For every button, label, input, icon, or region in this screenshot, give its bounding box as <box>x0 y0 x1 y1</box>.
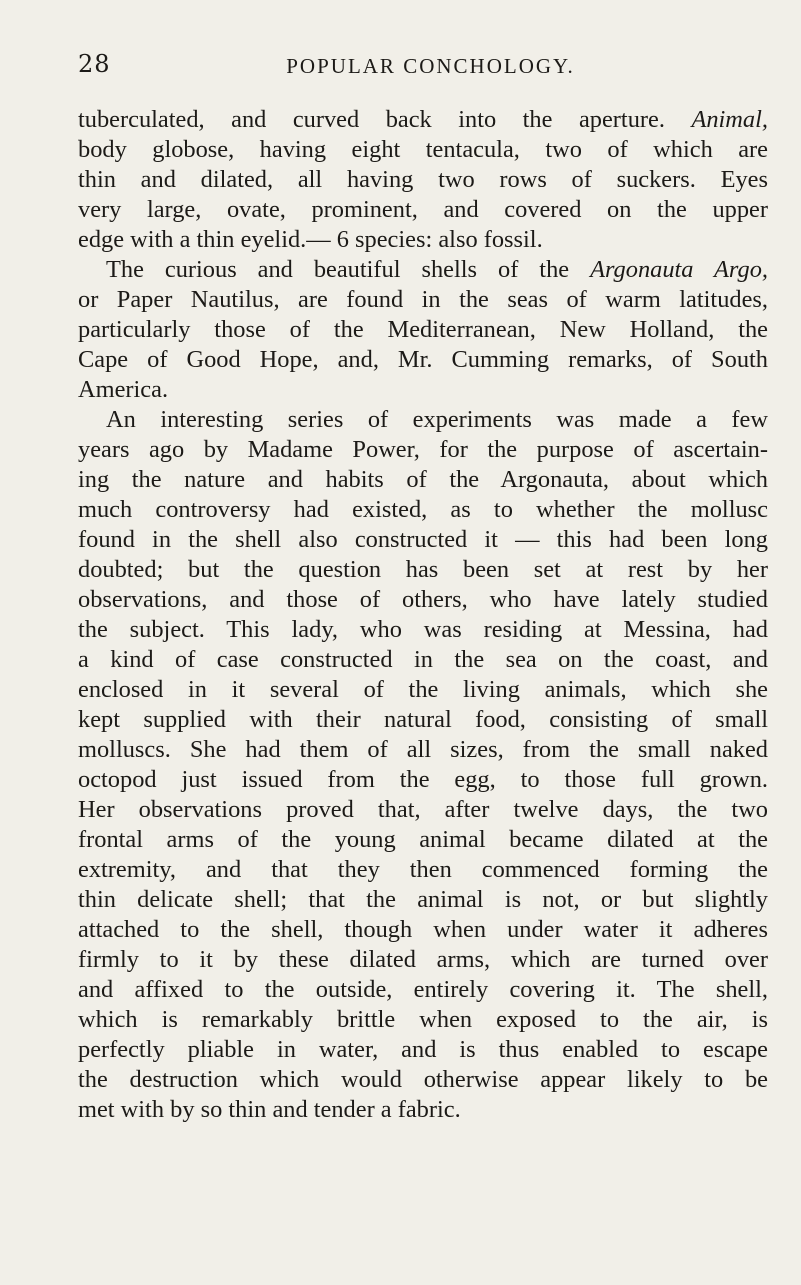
text-line <box>78 975 768 1005</box>
text-line <box>78 855 768 885</box>
text-line <box>78 1035 768 1065</box>
text-line <box>78 945 768 975</box>
text-line <box>78 225 768 255</box>
text-line <box>78 1005 768 1035</box>
text-segment: found in the shell also constructed it — this had been long <box>78 526 768 553</box>
text-line <box>78 195 768 225</box>
body-text <box>78 105 768 1125</box>
text-segment: thin and dilated, all having two rows of suckers. Eyes <box>78 166 768 193</box>
text-line <box>78 885 768 915</box>
text-segment: thin delicate shell; that the animal is not, or but slightly <box>78 886 768 913</box>
text-line <box>78 555 768 585</box>
text-segment: doubted; but the question has been set at rest by her <box>78 556 768 583</box>
text-line <box>78 1095 768 1125</box>
text-line <box>78 375 768 405</box>
text-segment: tuberculated, and curved back into the aperture. <box>78 106 692 133</box>
text-segment: The curious and beautiful shells of the <box>106 256 591 283</box>
running-title: POPULAR CONCHOLOGY. <box>286 54 575 78</box>
text-line <box>78 795 768 825</box>
text-segment: edge with a thin eyelid.— 6 species: also fossil. <box>78 226 543 253</box>
text-segment: much controversy had existed, as to whether the mollusc <box>78 496 768 523</box>
text-segment: body globose, having eight tentacula, two of which are <box>78 136 768 163</box>
text-segment: firmly to it by these dilated arms, which are turned over <box>78 946 768 973</box>
text-line <box>78 135 768 165</box>
text-line <box>78 735 768 765</box>
text-line <box>78 315 768 345</box>
text-segment: or Paper Nautilus, are found in the seas of warm latitudes, <box>78 286 768 313</box>
text-segment: observations, and those of others, who have lately studied <box>78 586 768 613</box>
text-line <box>78 255 768 285</box>
text-line <box>78 465 768 495</box>
text-line <box>78 165 768 195</box>
text-line <box>78 825 768 855</box>
text-line <box>78 1065 768 1095</box>
text-segment: very large, ovate, prominent, and covered on the upper <box>78 196 768 223</box>
text-segment: attached to the shell, though when under water it adheres <box>78 916 768 943</box>
italic-text: Argonauta Argo, <box>590 256 768 283</box>
text-segment: particularly those of the Mediterranean, New Holland, the <box>78 316 768 343</box>
text-segment: frontal arms of the young animal became dilated at the <box>78 826 768 853</box>
italic-text: Animal, <box>691 106 768 133</box>
text-segment: octopod just issued from the egg, to those full grown. <box>78 766 768 793</box>
text-line <box>78 615 768 645</box>
text-segment: Cape of Good Hope, and, Mr. Cumming remarks, of South <box>78 346 768 373</box>
text-line <box>78 705 768 735</box>
text-segment: the subject. This lady, who was residing at Messina, had <box>78 616 768 643</box>
text-line <box>78 585 768 615</box>
text-line <box>78 435 768 465</box>
text-line <box>78 105 768 135</box>
text-segment: perfectly pliable in water, and is thus enabled to escape <box>78 1036 768 1063</box>
text-segment: a kind of case constructed in the sea on the coast, and <box>78 646 768 673</box>
text-segment: Her observations proved that, after twelve days, the two <box>78 796 768 823</box>
text-segment: kept supplied with their natural food, consisting of small <box>78 706 768 733</box>
text-segment: years ago by Madame Power, for the purpose of ascertain- <box>78 436 768 463</box>
running-head <box>78 50 743 80</box>
text-line <box>78 525 768 555</box>
text-line <box>78 405 768 435</box>
text-segment: extremity, and that they then commenced forming the <box>78 856 768 883</box>
text-segment: enclosed in it several of the living animals, which she <box>78 676 768 703</box>
text-segment: the destruction which would otherwise appear likely to be <box>78 1066 768 1093</box>
page-number: 28 <box>78 50 111 78</box>
text-segment: met with by so thin and tender a fabric. <box>78 1096 461 1123</box>
text-segment: An interesting series of experiments was made a few <box>106 406 768 433</box>
text-line <box>78 765 768 795</box>
text-line <box>78 345 768 375</box>
text-segment: ing the nature and habits of the Argonauta, about which <box>78 466 768 493</box>
text-segment: America. <box>78 376 169 403</box>
text-segment: and affixed to the outside, entirely covering it. The shell, <box>78 976 768 1003</box>
text-segment: which is remarkably brittle when exposed to the air, is <box>78 1006 768 1033</box>
text-segment: molluscs. She had them of all sizes, from the small naked <box>78 736 768 763</box>
text-line <box>78 645 768 675</box>
text-line <box>78 675 768 705</box>
text-line <box>78 915 768 945</box>
text-line <box>78 495 768 525</box>
text-line <box>78 285 768 315</box>
